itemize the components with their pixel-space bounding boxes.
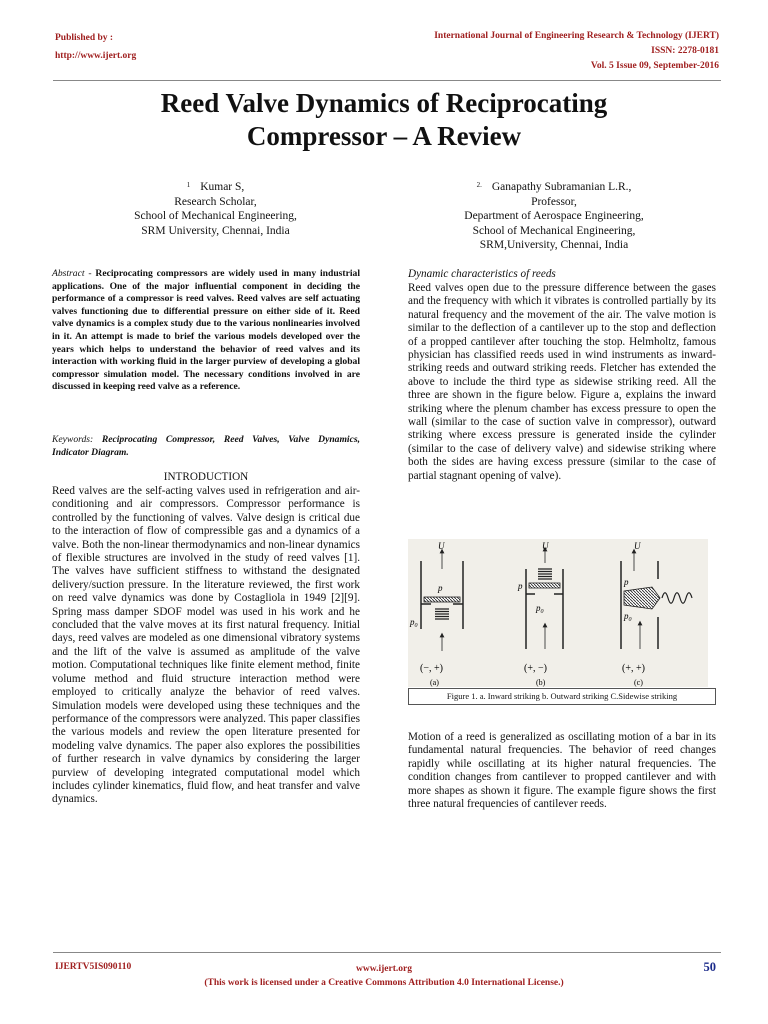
header-left (55, 29, 136, 65)
author-affiliation-line: SRM,University, Chennai, India (479, 239, 629, 251)
keywords-text: Reciprocating Compressor, Reed Valves, Valve Dynamics, Indicator Diagram. (52, 434, 360, 458)
paper-title (60, 87, 708, 153)
author-name (98, 180, 333, 195)
pressure-p-label: p (624, 577, 629, 587)
introduction-heading: INTRODUCTION (163, 471, 249, 483)
footer-license: (This work is licensed under a Creative Commons Attribution 4.0 International License.) (204, 978, 564, 988)
panel-b-sign: (+, −) (524, 663, 547, 674)
author-name-text: Ganapathy Subramanian L.R., (491, 181, 632, 193)
pressure-p0-label: $p_0$ (624, 611, 632, 623)
author-name-text: Kumar S, (200, 181, 245, 193)
pressure-p0-label: $p_0$ (536, 603, 544, 615)
author-name (433, 180, 675, 195)
author-affiliation-line: School of Mechanical Engineering, (472, 224, 636, 237)
header-rule (53, 80, 721, 81)
motion-section-text: Motion of a reed is generalized as oscillating motion of a bar in its fundamental natural frequencies. The behavior of reed changes rapidly while oscillating at its higher natural frequencies. The condition changes from cantilever to propped cantilever and with more shapes as shown it figure. The example figure shows the first three natural frequencies of cantilever reeds. (408, 731, 716, 811)
panel-a-sign: (−, +) (420, 663, 443, 674)
pressure-p0-label: $p_0$ (410, 617, 418, 629)
author-affiliation-marker: 1 (186, 181, 191, 189)
author-affiliation-line: Professor, (531, 195, 577, 208)
journal-volume: Vol. 5 Issue 09, September-2016 (590, 61, 719, 71)
abstract-text: Reciprocating compressors are widely used in many industrial applications. One of the major influential component in deciding the performance of a compressor is reed valves. Reed valves are self actuating valves functioning due to differential pressure on either side of it. Reed valve dynamics is a complex study due to the various nonlinearies involved in it. An attempt is made to brief the various models developed over the years which helps to understand the behavior of reed valves and its interaction with working fluid in the larger purview of developing a global compressor simulation model. The necessary conditions involved in are discussed in keeping reed valve as a reference. (52, 268, 360, 393)
paper-title-line-1: Reed Valve Dynamics of Reciprocating (160, 88, 608, 118)
abstract (52, 268, 360, 394)
panel-outward-striking (517, 541, 563, 687)
dynamic-section-text: Reed valves open due to the pressure difference between the gases and the frequency with which it vibrates is controlled partially by its natural frequency and the movement of the air. The valve motion is similar to the deflection of a cantilever up to the stop and deflection of a propped cantilever after touching the stop. Helmholtz, famous physician has classified reeds used in wind instruments as inward-striking reeds and outward striking reeds. Fletcher has extended the above to include the third type as sidewise striking reed. All the three are shown in the figure below. Figure a, explains the inward striking where the plenum chamber has excess pressure to open the wall (similar to the case of suction valve in compressor), outward striking where excess pressure is generated inside the cylinder (similar to the case of delivery valve) and sidewise striking where both the sides are having excess pressure (similar to the case of partial stagnant opening of valve). (408, 282, 716, 482)
panel-c-letter: (c) (634, 678, 643, 687)
author-affiliation-line: Research Scholar, (174, 195, 257, 208)
page-number: 50 (703, 960, 716, 974)
published-by: Published by : (55, 33, 114, 43)
journal-url[interactable]: http://www.ijert.org (55, 51, 137, 61)
author-block-2 (433, 180, 675, 253)
panel-a-letter: (a) (430, 678, 439, 687)
author-affiliation-marker: 2. (476, 181, 482, 189)
keywords (52, 434, 360, 459)
paper-title-line-2: Compressor – A Review (246, 121, 522, 151)
dynamic-section-heading: Dynamic characteristics of reeds (408, 268, 556, 280)
footer-doc-id: IJERTV5IS090110 (55, 962, 132, 972)
reed-striking-diagram (408, 539, 708, 687)
flow-u-label: U (542, 541, 549, 551)
keywords-label: Keywords: (52, 434, 94, 445)
footer-center (0, 962, 768, 990)
footer-rule (53, 952, 721, 953)
header-right (434, 29, 719, 74)
journal-issn: ISSN: 2278-0181 (651, 46, 719, 56)
author-affiliation-line: School of Mechanical Engineering, (134, 210, 297, 222)
panel-b-letter: (b) (536, 678, 546, 687)
panel-c-sign: (+, +) (622, 663, 645, 674)
author-block-1 (98, 180, 333, 238)
flow-u-label: U (438, 541, 445, 551)
journal-name: International Journal of Engineering Research & Technology (IJERT) (434, 31, 719, 41)
author-affiliation-line: SRM University, Chennai, India (141, 224, 290, 237)
flow-u-label: U (634, 541, 641, 551)
panel-inward-striking (409, 541, 463, 687)
figure-caption: Figure 1. a. Inward striking b. Outward striking C.Sidewise striking (408, 688, 716, 705)
abstract-label: Abstract - (52, 268, 92, 279)
introduction-text: Reed valves are the self-acting valves used in refrigeration and air-conditioning and air compressors. Compressor performance is controlled by the functioning of valves. Valve design is critical due to the interaction of flow of compressible gas and a dynamics of a valve. Both the non-linear thermodynamics and non-linear dynamics of flexible structures are involved in the study of reed valves [1]. The valves have sufficient stiffness to withstand the designated delivery/suction pressure. In the literature reviewed, the first work on reed valve dynamics was done by Costagliola in 1949 [2][9]. Spring mass damper SDOF model was used in his work and he concluded that the valve moves at its first natural frequency. Initial days, reed valves are modeled as one dimensional vibratory systems and the lift of the valve is assumed as amplitude of the valve motion. Computational techniques like finite element method, finite volume method and fluid structure interaction method were employed to critically analyze the behavior of reed valves. Simulation models were developed using these techniques and the performance of the compressors were analyzed. This paper classifies the various models and review the open literature presented for modeling valve dynamics. The paper also explores the possibilities of further research in valve dynamics by considering the larger purview of developing integrated computational model which includes cylinder kinematics, fluid flow, and heat transfer and valve dynamics. (52, 485, 360, 806)
footer-site-link[interactable]: www.ijert.org (356, 964, 412, 974)
author-affiliation-line: Department of Aerospace Engineering, (464, 210, 644, 222)
reed-striking-figure (408, 539, 708, 687)
panel-sidewise-striking (621, 541, 692, 687)
pressure-p-label: p (438, 583, 443, 593)
pressure-p-label: p (518, 581, 523, 591)
